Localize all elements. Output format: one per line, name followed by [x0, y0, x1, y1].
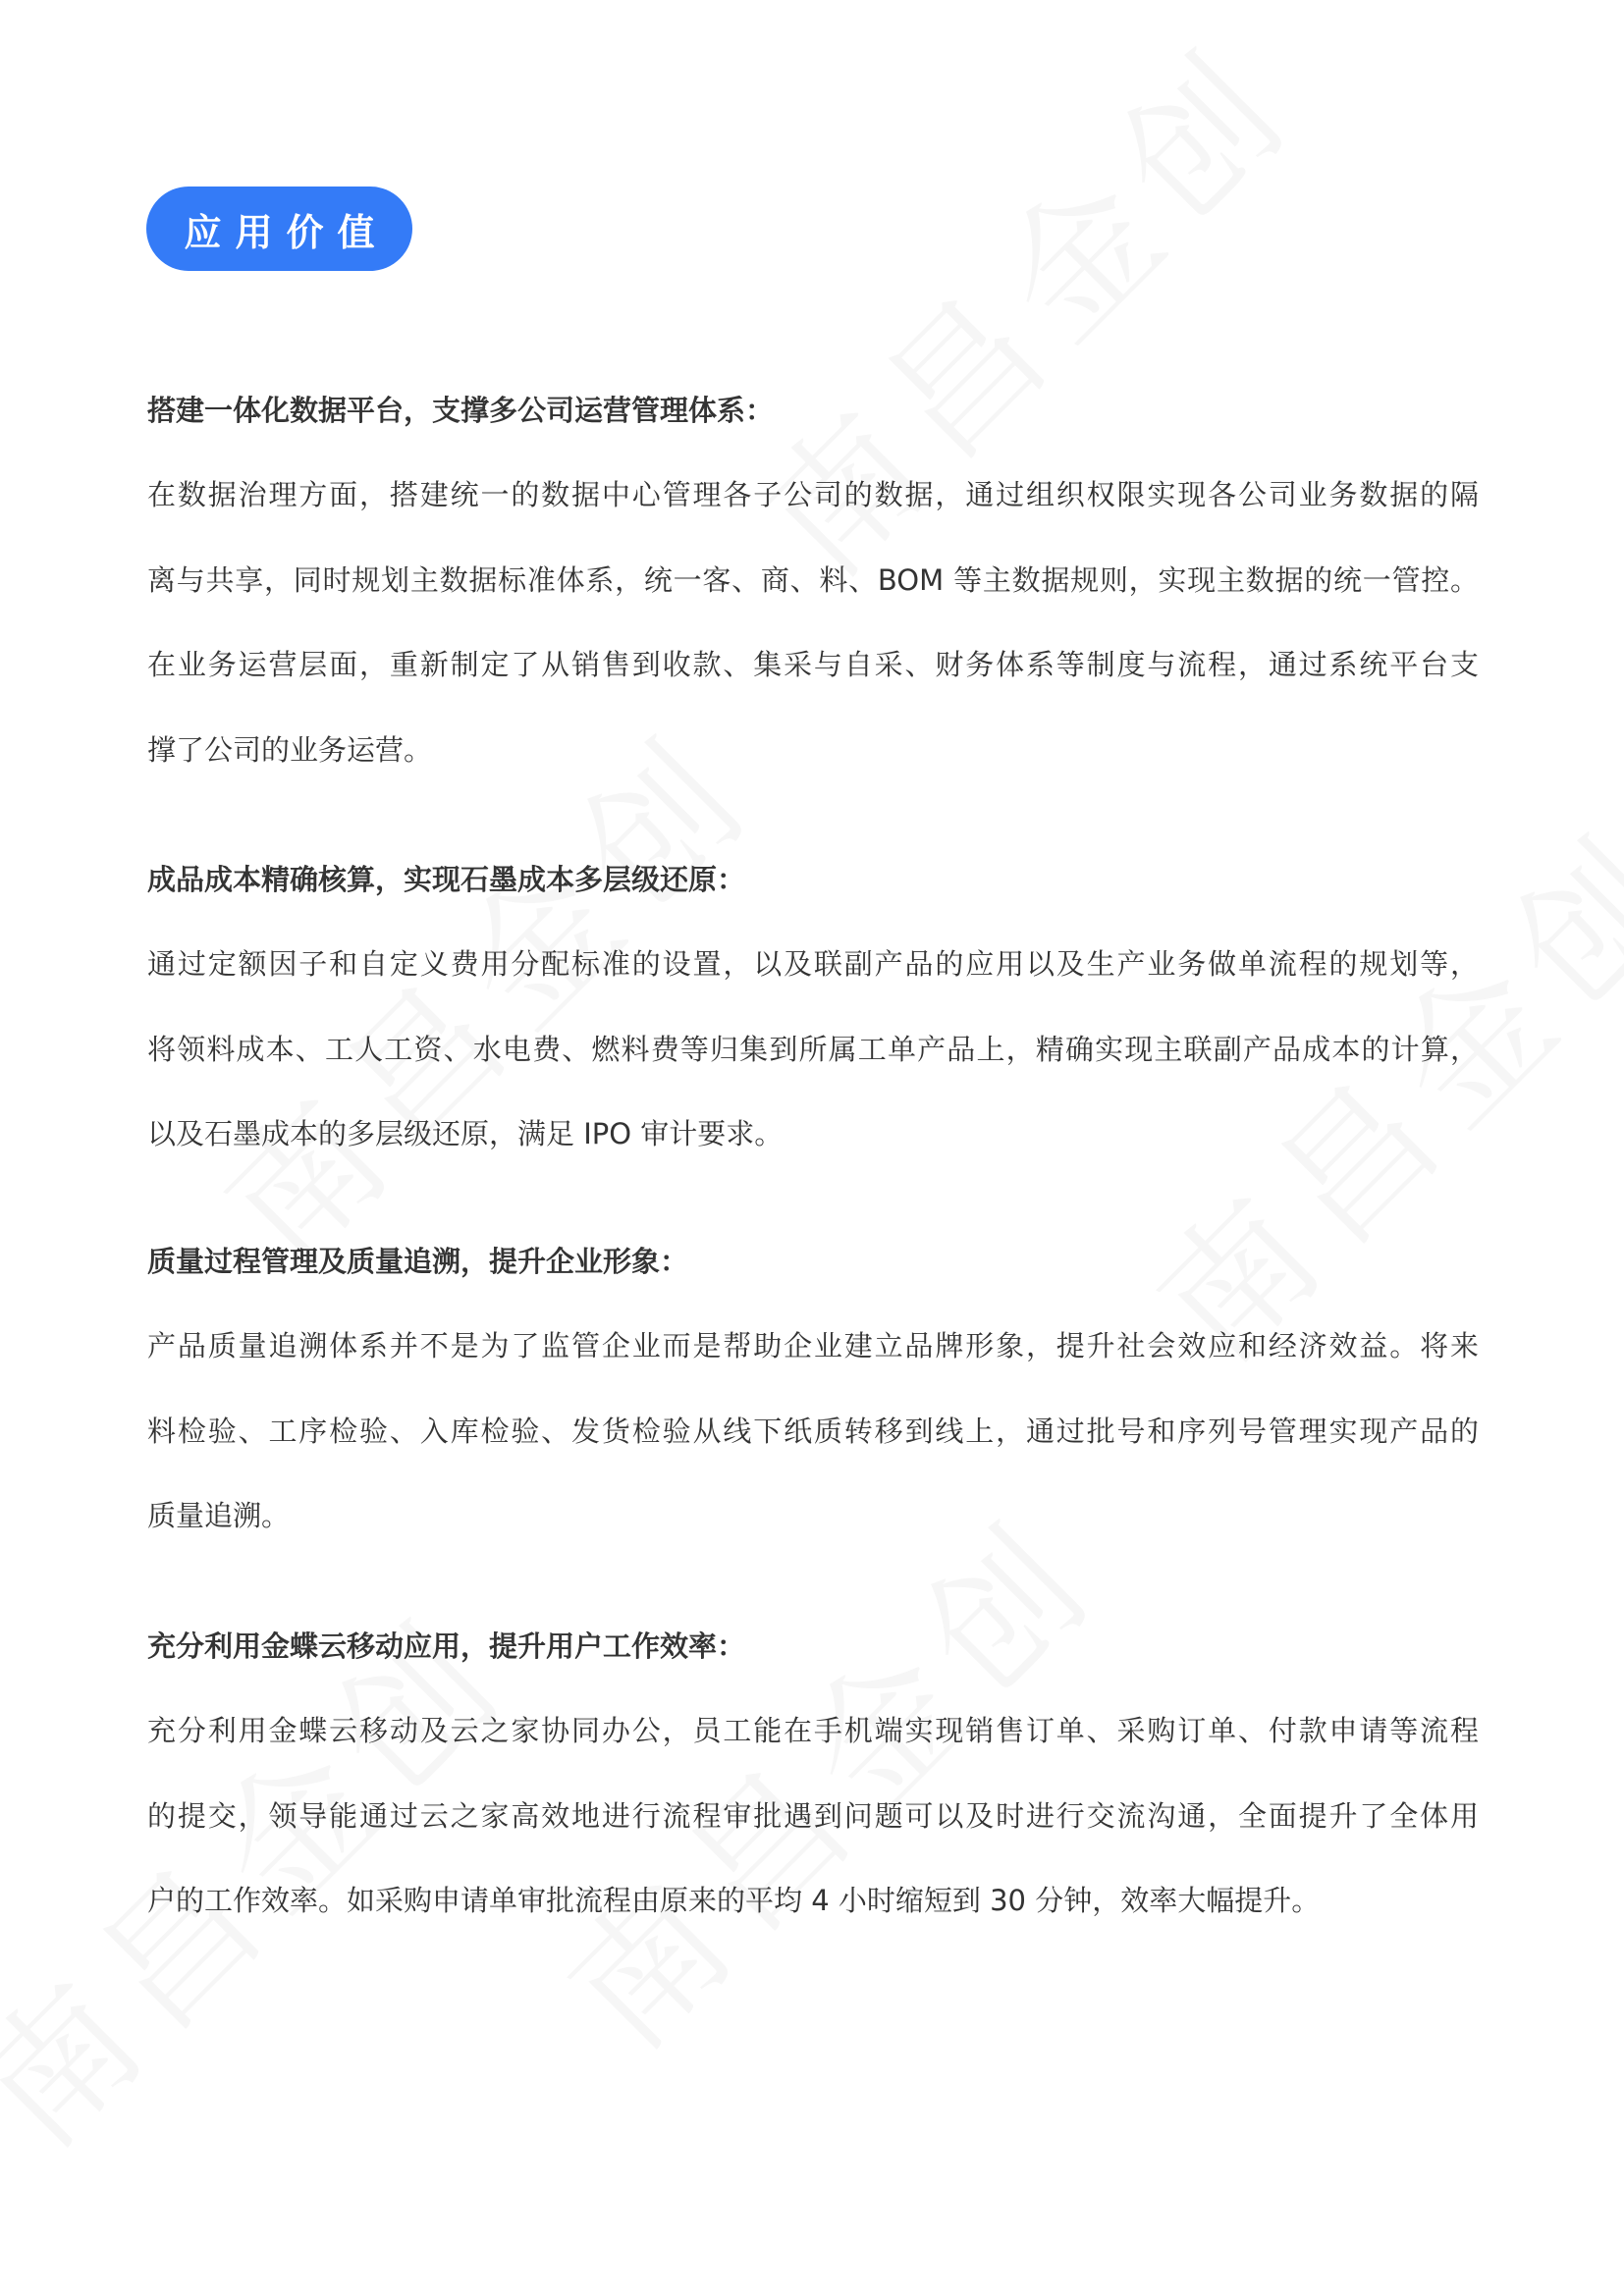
section-body — [147, 475, 1479, 815]
body-line: 撑了公司的业务运营。 — [147, 732, 433, 767]
body-line: 的提交，领导能通过云之家高效地进行流程审批遇到问题可以及时进行交流沟通，全面提升了全体用 — [147, 1798, 1479, 1833]
body-line: 通过定额因子和自定义费用分配标准的设置，以及联副产品的应用以及生产业务做单流程的规划等， — [147, 947, 1479, 981]
body-line: 在数据治理方面，搭建统一的数据中心管理各子公司的数据，通过组织权限实现各公司业务数据的隔 — [147, 478, 1479, 511]
section-heading: 质量过程管理及质量追溯，提升企业形象： — [147, 1245, 689, 1278]
section-heading: 搭建一体化数据平台，支撑多公司运营管理体系： — [147, 394, 775, 427]
section-body — [147, 944, 1479, 1200]
section-heading: 成品成本精确核算，实现石墨成本多层级还原： — [147, 863, 746, 896]
body-line: 产品质量追溯体系并不是为了监管企业而是帮助企业建立品牌形象，提升社会效应和经济效益。将来 — [147, 1329, 1479, 1362]
section-title-badge: 应用价值 — [146, 187, 412, 271]
body-line: 以及石墨成本的多层级还原，满足 IPO 审计要求。 — [147, 1117, 784, 1151]
section-body — [147, 1711, 1479, 1966]
body-line: 质量追溯。 — [147, 1499, 291, 1533]
section-heading: 充分利用金蝶云移动应用，提升用户工作效率： — [147, 1629, 746, 1663]
body-line: 在业务运营层面，重新制定了从销售到收款、集采与自采、财务体系等制度与流程，通过系统平台支 — [147, 648, 1479, 682]
value-section — [147, 1627, 1479, 1966]
section-body — [147, 1326, 1479, 1581]
value-section — [147, 1242, 1479, 1581]
body-line: 户的工作效率。如采购申请单审批流程由原来的平均 4 小时缩短到 30 分钟，效率大幅提升。 — [147, 1884, 1321, 1918]
body-line: 离与共享，同时规划主数据标准体系，统一客、商、料、BOM 等主数据规则，实现主数据的统一管控。 — [147, 562, 1479, 597]
body-line: 充分利用金蝶云移动及云之家协同办公，员工能在手机端实现销售订单、采购订单、付款申请等流程 — [147, 1714, 1479, 1747]
value-section — [147, 391, 1479, 815]
body-line: 将领料成本、工人工资、水电费、燃料费等归集到所属工单产品上，精确实现主联副产品成本的计算， — [147, 1032, 1479, 1066]
value-section — [147, 860, 1479, 1200]
body-line: 料检验、工序检验、入库检验、发货检验从线下纸质转移到线上，通过批号和序列号管理实现产品的 — [147, 1414, 1479, 1448]
